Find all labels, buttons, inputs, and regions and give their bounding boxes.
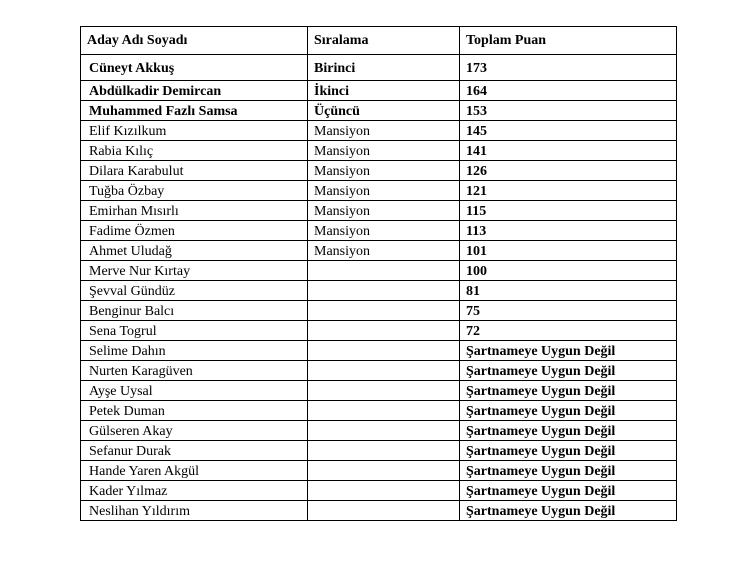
header-total-score: Toplam Puan [460, 27, 677, 55]
candidate-name: Muhammed Fazlı Samsa [81, 101, 308, 121]
candidate-score: Şartnameye Uygun Değil [460, 421, 677, 441]
candidate-score: 113 [460, 221, 677, 241]
candidate-score: 153 [460, 101, 677, 121]
candidate-rank [308, 341, 460, 361]
table-row [81, 101, 677, 121]
table-row [81, 61, 677, 81]
candidate-name: Nurten Karagüven [81, 361, 308, 381]
table-row [81, 441, 677, 461]
candidate-rank: Birinci [308, 61, 460, 81]
table-row [81, 401, 677, 421]
table-row [81, 161, 677, 181]
table-row [81, 281, 677, 301]
candidate-name: Rabia Kılıç [81, 141, 308, 161]
candidate-name: Elif Kızılkum [81, 121, 308, 141]
candidate-rank: Mansiyon [308, 121, 460, 141]
candidate-score: Şartnameye Uygun Değil [460, 461, 677, 481]
candidate-name: Petek Duman [81, 401, 308, 421]
results-table [80, 26, 677, 521]
candidate-rank [308, 381, 460, 401]
candidate-score: Şartnameye Uygun Değil [460, 501, 677, 521]
candidate-name: Merve Nur Kırtay [81, 261, 308, 281]
candidate-score: 75 [460, 301, 677, 321]
candidate-rank [308, 501, 460, 521]
table-row [81, 221, 677, 241]
candidate-score: 81 [460, 281, 677, 301]
table-row [81, 341, 677, 361]
table-row [81, 181, 677, 201]
table-row [81, 461, 677, 481]
candidate-name: Dilara Karabulut [81, 161, 308, 181]
candidate-score: Şartnameye Uygun Değil [460, 341, 677, 361]
candidate-score: Şartnameye Uygun Değil [460, 381, 677, 401]
candidate-rank: Mansiyon [308, 241, 460, 261]
table-row [81, 241, 677, 261]
candidate-score: 115 [460, 201, 677, 221]
table-row [81, 301, 677, 321]
candidate-rank: Mansiyon [308, 141, 460, 161]
candidate-score: 100 [460, 261, 677, 281]
candidate-name: Cüneyt Akkuş [81, 61, 308, 81]
candidate-name: Kader Yılmaz [81, 481, 308, 501]
header-row [81, 27, 677, 55]
candidate-score: 101 [460, 241, 677, 261]
table-header [81, 27, 677, 55]
candidate-score: 121 [460, 181, 677, 201]
candidate-name: Benginur Balcı [81, 301, 308, 321]
candidate-name: Şevval Gündüz [81, 281, 308, 301]
candidate-rank [308, 461, 460, 481]
table-row [81, 261, 677, 281]
candidate-name: Selime Dahın [81, 341, 308, 361]
candidate-rank [308, 421, 460, 441]
candidate-rank: Mansiyon [308, 181, 460, 201]
candidate-rank: Mansiyon [308, 201, 460, 221]
candidate-rank [308, 261, 460, 281]
candidate-name: Sena Togrul [81, 321, 308, 341]
candidate-name: Hande Yaren Akgül [81, 461, 308, 481]
candidate-rank [308, 321, 460, 341]
candidate-rank [308, 301, 460, 321]
candidate-rank: Üçüncü [308, 101, 460, 121]
candidate-score: 173 [460, 61, 677, 81]
table-row [81, 121, 677, 141]
candidate-name: Sefanur Durak [81, 441, 308, 461]
candidate-name: Ayşe Uysal [81, 381, 308, 401]
candidate-rank: İkinci [308, 81, 460, 101]
candidate-score: 126 [460, 161, 677, 181]
table-row [81, 381, 677, 401]
candidate-score: 164 [460, 81, 677, 101]
table-row [81, 81, 677, 101]
candidate-score: 145 [460, 121, 677, 141]
candidate-score: Şartnameye Uygun Değil [460, 401, 677, 421]
header-candidate-name: Aday Adı Soyadı [81, 27, 308, 55]
candidate-rank: Mansiyon [308, 161, 460, 181]
candidate-name: Emirhan Mısırlı [81, 201, 308, 221]
candidate-score: Şartnameye Uygun Değil [460, 481, 677, 501]
table-row [81, 201, 677, 221]
candidate-rank [308, 481, 460, 501]
candidate-rank [308, 441, 460, 461]
candidate-score: 72 [460, 321, 677, 341]
candidate-name: Gülseren Akay [81, 421, 308, 441]
candidate-rank [308, 281, 460, 301]
candidate-name: Tuğba Özbay [81, 181, 308, 201]
table-row [81, 141, 677, 161]
candidate-score: 141 [460, 141, 677, 161]
candidate-score: Şartnameye Uygun Değil [460, 361, 677, 381]
candidate-name: Abdülkadir Demircan [81, 81, 308, 101]
header-ranking: Sıralama [308, 27, 460, 55]
candidate-score: Şartnameye Uygun Değil [460, 441, 677, 461]
table-row [81, 481, 677, 501]
candidate-name: Neslihan Yıldırım [81, 501, 308, 521]
candidate-name: Fadime Özmen [81, 221, 308, 241]
table-row [81, 501, 677, 521]
table-body [81, 55, 677, 521]
candidate-rank [308, 401, 460, 421]
candidate-rank [308, 361, 460, 381]
table-row [81, 361, 677, 381]
candidate-name: Ahmet Uludağ [81, 241, 308, 261]
table-row [81, 421, 677, 441]
candidate-rank: Mansiyon [308, 221, 460, 241]
table-row [81, 321, 677, 341]
